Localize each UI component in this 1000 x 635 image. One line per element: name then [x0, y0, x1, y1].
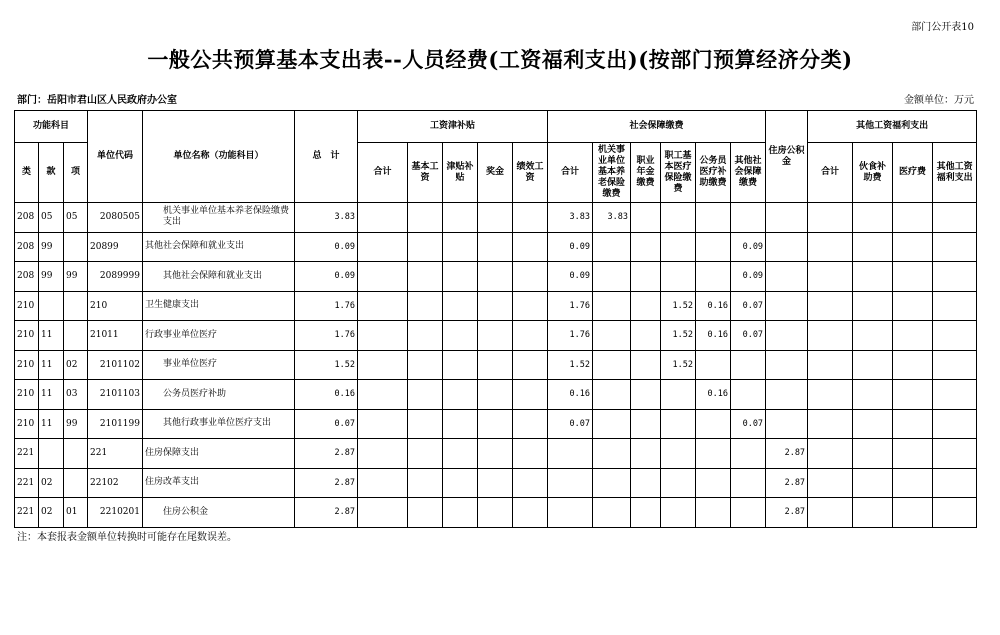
- cell-amount: 0.07: [731, 321, 766, 351]
- cell-lei: 221: [15, 498, 39, 528]
- cell-kuan: 11: [39, 321, 64, 351]
- cell-total: 0.16: [295, 380, 358, 410]
- table-row: [15, 262, 977, 292]
- cell-amount: [696, 262, 731, 292]
- cell-amount: [661, 468, 696, 498]
- cell-amount: [513, 203, 548, 233]
- cell-amount: [853, 380, 893, 410]
- cell-amount: [853, 321, 893, 351]
- cell-amount: [853, 262, 893, 292]
- cell-amount: [853, 468, 893, 498]
- cell-amount: [478, 409, 513, 439]
- cell-amount: [808, 203, 853, 233]
- header-sub: 医疗费: [893, 143, 933, 203]
- cell-amount: [358, 291, 408, 321]
- cell-amount: [766, 380, 808, 410]
- cell-amount: [631, 439, 661, 469]
- cell-amount: [593, 468, 631, 498]
- cell-xiang: [64, 291, 88, 321]
- cell-amount: [631, 291, 661, 321]
- header-housing: 住房公积金: [766, 111, 808, 203]
- cell-amount: [731, 439, 766, 469]
- cell-unit-code: 2101103: [88, 380, 143, 410]
- cell-total: 2.87: [295, 498, 358, 528]
- cell-xiang: [64, 232, 88, 262]
- cell-amount: [808, 262, 853, 292]
- header-unit-name: 单位名称（功能科目）: [143, 111, 295, 203]
- cell-amount: [358, 350, 408, 380]
- cell-kuan: 11: [39, 350, 64, 380]
- cell-xiang: 05: [64, 203, 88, 233]
- cell-unit-code: 22102: [88, 468, 143, 498]
- cell-amount: [766, 203, 808, 233]
- header-xiang: 项: [64, 143, 88, 203]
- cell-amount: 0.09: [548, 262, 593, 292]
- cell-kuan: 99: [39, 232, 64, 262]
- cell-amount: [408, 409, 443, 439]
- cell-amount: [408, 380, 443, 410]
- cell-lei: 208: [15, 262, 39, 292]
- cell-amount: [593, 409, 631, 439]
- cell-amount: [358, 380, 408, 410]
- cell-amount: [358, 468, 408, 498]
- cell-amount: [593, 232, 631, 262]
- cell-unit-name: 其他社会保障和就业支出: [143, 232, 295, 262]
- table-row: [15, 498, 977, 528]
- cell-amount: [893, 439, 933, 469]
- footnote: 注：本套报表金额单位转换时可能存在尾数误差。: [17, 532, 237, 543]
- cell-amount: [808, 409, 853, 439]
- cell-amount: [933, 468, 977, 498]
- cell-kuan: 02: [39, 498, 64, 528]
- cell-amount: [696, 232, 731, 262]
- cell-lei: 210: [15, 350, 39, 380]
- cell-amount: [513, 291, 548, 321]
- cell-total: 0.09: [295, 232, 358, 262]
- cell-amount: [478, 498, 513, 528]
- cell-amount: [696, 498, 731, 528]
- cell-amount: [661, 409, 696, 439]
- cell-amount: [408, 439, 443, 469]
- cell-lei: 210: [15, 321, 39, 351]
- table-body: [15, 203, 977, 528]
- cell-amount: [513, 232, 548, 262]
- cell-unit-name: 其他行政事业单位医疗支出: [143, 409, 295, 439]
- header-sub: 合计: [808, 143, 853, 203]
- cell-total: 1.52: [295, 350, 358, 380]
- page-title: 一般公共预算基本支出表--人员经费(工资福利支出)(按部门预算经济分类): [147, 47, 853, 72]
- cell-amount: [593, 498, 631, 528]
- cell-lei: 210: [15, 291, 39, 321]
- table-row: [15, 350, 977, 380]
- cell-amount: [696, 439, 731, 469]
- cell-xiang: [64, 321, 88, 351]
- cell-unit-code: 2089999: [88, 262, 143, 292]
- cell-amount: 0.09: [731, 262, 766, 292]
- cell-amount: [731, 468, 766, 498]
- cell-amount: [593, 262, 631, 292]
- cell-amount: 1.52: [661, 321, 696, 351]
- cell-amount: [661, 439, 696, 469]
- cell-amount: [933, 262, 977, 292]
- cell-xiang: 99: [64, 409, 88, 439]
- cell-amount: 1.76: [548, 291, 593, 321]
- cell-unit-code: 2101102: [88, 350, 143, 380]
- cell-amount: [443, 498, 478, 528]
- cell-amount: [408, 468, 443, 498]
- cell-amount: 1.76: [548, 321, 593, 351]
- cell-amount: 2.87: [766, 468, 808, 498]
- header-func-subject: 功能科目: [15, 111, 88, 143]
- cell-amount: [408, 291, 443, 321]
- cell-amount: [853, 350, 893, 380]
- cell-amount: [358, 262, 408, 292]
- cell-amount: 1.52: [548, 350, 593, 380]
- header-sub: 职业年金缴费: [631, 143, 661, 203]
- cell-amount: [808, 291, 853, 321]
- cell-amount: [631, 321, 661, 351]
- cell-amount: [631, 232, 661, 262]
- cell-kuan: [39, 439, 64, 469]
- cell-amount: [631, 203, 661, 233]
- cell-total: 2.87: [295, 439, 358, 469]
- cell-amount: [631, 409, 661, 439]
- header-sub: 基本工资: [408, 143, 443, 203]
- cell-amount: [478, 321, 513, 351]
- cell-lei: 221: [15, 439, 39, 469]
- cell-unit-name: 住房改革支出: [143, 468, 295, 498]
- cell-amount: [408, 498, 443, 528]
- cell-amount: [893, 498, 933, 528]
- cell-amount: [593, 291, 631, 321]
- cell-xiang: [64, 439, 88, 469]
- cell-amount: [631, 468, 661, 498]
- cell-amount: [731, 350, 766, 380]
- cell-unit-code: 21011: [88, 321, 143, 351]
- table-row: [15, 380, 977, 410]
- cell-total: 0.07: [295, 409, 358, 439]
- cell-amount: [548, 498, 593, 528]
- cell-unit-name: 行政事业单位医疗: [143, 321, 295, 351]
- cell-amount: [631, 498, 661, 528]
- table-row: [15, 291, 977, 321]
- cell-amount: [933, 232, 977, 262]
- cell-amount: [593, 439, 631, 469]
- cell-amount: [478, 350, 513, 380]
- cell-amount: [408, 232, 443, 262]
- cell-amount: 2.87: [766, 439, 808, 469]
- header-sub: 津贴补贴: [443, 143, 478, 203]
- cell-xiang: [64, 468, 88, 498]
- header-sub: 机关事业单位基本养老保险缴费: [593, 143, 631, 203]
- cell-amount: 0.16: [548, 380, 593, 410]
- cell-amount: [808, 232, 853, 262]
- cell-kuan: 99: [39, 262, 64, 292]
- header-lei: 类: [15, 143, 39, 203]
- cell-amount: [593, 350, 631, 380]
- cell-amount: [933, 380, 977, 410]
- table-row: [15, 409, 977, 439]
- cell-amount: 0.09: [548, 232, 593, 262]
- cell-amount: 0.07: [731, 291, 766, 321]
- cell-unit-name: 卫生健康支出: [143, 291, 295, 321]
- cell-amount: [893, 321, 933, 351]
- cell-amount: [661, 203, 696, 233]
- cell-amount: 1.52: [661, 350, 696, 380]
- cell-amount: [766, 409, 808, 439]
- cell-kuan: [39, 291, 64, 321]
- cell-amount: [358, 321, 408, 351]
- cell-amount: [893, 203, 933, 233]
- cell-amount: 0.09: [731, 232, 766, 262]
- cell-amount: [853, 232, 893, 262]
- cell-unit-name: 机关事业单位基本养老保险缴费支出: [143, 203, 295, 233]
- cell-amount: [808, 380, 853, 410]
- cell-amount: [408, 203, 443, 233]
- cell-unit-code: 221: [88, 439, 143, 469]
- cell-amount: [408, 350, 443, 380]
- cell-unit-name: 住房保障支出: [143, 439, 295, 469]
- cell-amount: 0.16: [696, 321, 731, 351]
- cell-amount: [478, 439, 513, 469]
- cell-total: 2.87: [295, 468, 358, 498]
- cell-amount: [443, 409, 478, 439]
- table-number-label: 部门公开表10: [911, 22, 974, 33]
- table-row: [15, 232, 977, 262]
- amount-unit-label: 金额单位：万元: [904, 95, 974, 106]
- cell-amount: 2.87: [766, 498, 808, 528]
- cell-xiang: 01: [64, 498, 88, 528]
- cell-lei: 208: [15, 203, 39, 233]
- header-sub: 合计: [358, 143, 408, 203]
- cell-amount: [631, 350, 661, 380]
- cell-unit-code: 20899: [88, 232, 143, 262]
- cell-amount: [593, 321, 631, 351]
- cell-amount: [661, 262, 696, 292]
- table-row: [15, 203, 977, 233]
- header-sub: 奖金: [478, 143, 513, 203]
- cell-unit-code: 210: [88, 291, 143, 321]
- cell-amount: 0.16: [696, 291, 731, 321]
- cell-amount: [443, 262, 478, 292]
- cell-amount: [766, 291, 808, 321]
- header-sub: 绩效工资: [513, 143, 548, 203]
- cell-amount: [893, 262, 933, 292]
- header-sub: 公务员医疗补助缴费: [696, 143, 731, 203]
- cell-amount: [853, 409, 893, 439]
- cell-amount: [933, 350, 977, 380]
- cell-amount: [593, 380, 631, 410]
- cell-amount: [548, 468, 593, 498]
- cell-amount: [696, 203, 731, 233]
- cell-amount: [443, 232, 478, 262]
- cell-xiang: 99: [64, 262, 88, 292]
- cell-amount: [513, 409, 548, 439]
- cell-amount: [808, 350, 853, 380]
- cell-amount: 1.52: [661, 291, 696, 321]
- cell-amount: [478, 291, 513, 321]
- cell-total: 0.09: [295, 262, 358, 292]
- header-wage-group: 工资津补贴: [358, 111, 548, 143]
- cell-xiang: 02: [64, 350, 88, 380]
- cell-lei: 221: [15, 468, 39, 498]
- cell-amount: [478, 203, 513, 233]
- cell-amount: [513, 468, 548, 498]
- cell-amount: [443, 468, 478, 498]
- cell-amount: [808, 439, 853, 469]
- table-row: [15, 468, 977, 498]
- department-label: 部门：岳阳市君山区人民政府办公室: [17, 95, 177, 106]
- cell-amount: [478, 262, 513, 292]
- cell-amount: [731, 498, 766, 528]
- cell-amount: [443, 321, 478, 351]
- cell-amount: [478, 468, 513, 498]
- cell-amount: [933, 409, 977, 439]
- cell-amount: [443, 439, 478, 469]
- header-social-group: 社会保障缴费: [548, 111, 766, 143]
- cell-kuan: 05: [39, 203, 64, 233]
- cell-amount: [853, 203, 893, 233]
- cell-kuan: 11: [39, 409, 64, 439]
- header-sub: 其他工资福利支出: [933, 143, 977, 203]
- cell-lei: 210: [15, 380, 39, 410]
- cell-unit-name: 公务员医疗补助: [143, 380, 295, 410]
- cell-amount: [661, 498, 696, 528]
- cell-amount: [853, 439, 893, 469]
- cell-total: 1.76: [295, 321, 358, 351]
- cell-amount: [358, 232, 408, 262]
- cell-amount: [696, 409, 731, 439]
- cell-amount: [766, 232, 808, 262]
- table-row: [15, 439, 977, 469]
- cell-amount: [358, 409, 408, 439]
- cell-unit-name: 事业单位医疗: [143, 350, 295, 380]
- cell-amount: [731, 203, 766, 233]
- cell-amount: [513, 321, 548, 351]
- header-unit-code: 单位代码: [88, 111, 143, 203]
- cell-kuan: 11: [39, 380, 64, 410]
- cell-amount: [893, 291, 933, 321]
- cell-amount: [853, 291, 893, 321]
- cell-amount: [893, 350, 933, 380]
- cell-amount: [631, 380, 661, 410]
- cell-xiang: 03: [64, 380, 88, 410]
- header-kuan: 款: [39, 143, 64, 203]
- cell-amount: [731, 380, 766, 410]
- cell-amount: [661, 232, 696, 262]
- cell-unit-name: 其他社会保障和就业支出: [143, 262, 295, 292]
- cell-amount: 0.07: [548, 409, 593, 439]
- cell-unit-code: 2101199: [88, 409, 143, 439]
- cell-amount: [513, 498, 548, 528]
- cell-amount: [808, 498, 853, 528]
- cell-amount: [358, 203, 408, 233]
- cell-amount: [513, 262, 548, 292]
- cell-amount: [408, 321, 443, 351]
- budget-table: [14, 110, 977, 528]
- cell-amount: [443, 350, 478, 380]
- cell-amount: [631, 262, 661, 292]
- cell-amount: [893, 232, 933, 262]
- cell-amount: [933, 498, 977, 528]
- cell-lei: 208: [15, 232, 39, 262]
- cell-amount: [661, 380, 696, 410]
- table-row: [15, 321, 977, 351]
- cell-amount: [478, 380, 513, 410]
- cell-amount: [766, 350, 808, 380]
- cell-amount: [933, 291, 977, 321]
- cell-unit-code: 2210201: [88, 498, 143, 528]
- cell-amount: [408, 262, 443, 292]
- cell-lei: 210: [15, 409, 39, 439]
- cell-amount: [933, 439, 977, 469]
- cell-amount: [808, 468, 853, 498]
- header-sub: 伙食补助费: [853, 143, 893, 203]
- header-total: 总 计: [295, 111, 358, 203]
- cell-amount: [548, 439, 593, 469]
- header-other-group: 其他工资福利支出: [808, 111, 977, 143]
- cell-amount: [766, 262, 808, 292]
- cell-amount: [933, 321, 977, 351]
- cell-kuan: 02: [39, 468, 64, 498]
- cell-amount: 3.83: [593, 203, 631, 233]
- cell-amount: 3.83: [548, 203, 593, 233]
- cell-total: 1.76: [295, 291, 358, 321]
- cell-amount: [893, 380, 933, 410]
- cell-amount: [443, 380, 478, 410]
- cell-amount: 0.16: [696, 380, 731, 410]
- cell-amount: [358, 498, 408, 528]
- cell-amount: [696, 350, 731, 380]
- cell-amount: [443, 291, 478, 321]
- header-sub: 职工基本医疗保险缴费: [661, 143, 696, 203]
- cell-amount: [808, 321, 853, 351]
- cell-amount: [696, 468, 731, 498]
- cell-amount: [443, 203, 478, 233]
- cell-amount: [893, 468, 933, 498]
- cell-amount: [766, 321, 808, 351]
- cell-amount: [513, 380, 548, 410]
- cell-unit-name: 住房公积金: [143, 498, 295, 528]
- cell-amount: 0.07: [731, 409, 766, 439]
- header-sub: 合计: [548, 143, 593, 203]
- cell-amount: [853, 498, 893, 528]
- cell-unit-code: 2080505: [88, 203, 143, 233]
- cell-amount: [933, 203, 977, 233]
- cell-amount: [478, 232, 513, 262]
- cell-amount: [513, 350, 548, 380]
- cell-amount: [358, 439, 408, 469]
- cell-total: 3.83: [295, 203, 358, 233]
- header-sub: 其他社会保障缴费: [731, 143, 766, 203]
- cell-amount: [893, 409, 933, 439]
- cell-amount: [513, 439, 548, 469]
